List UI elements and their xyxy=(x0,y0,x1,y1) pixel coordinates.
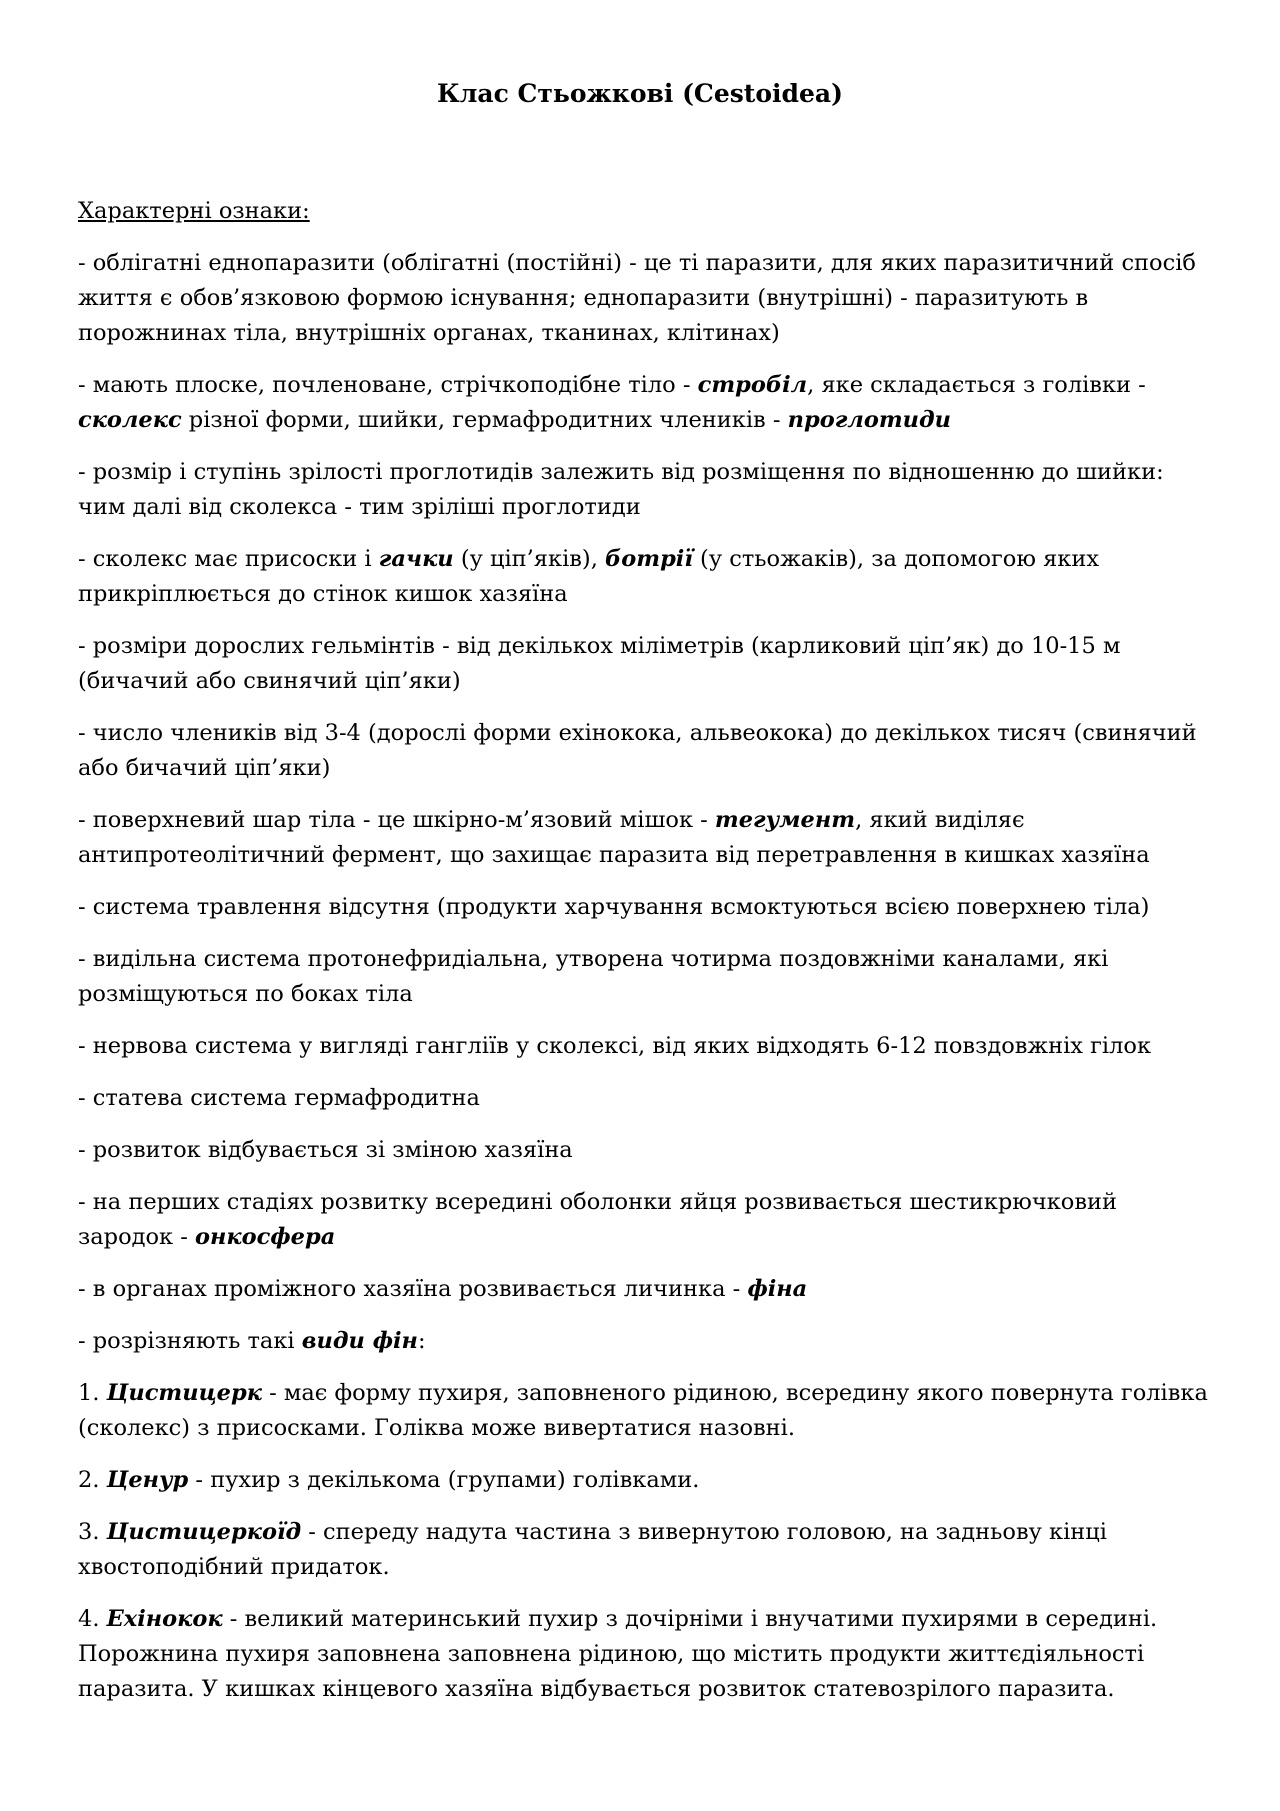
numbered-item-coenurus: 2. Ценур - пухир з декількома (групами) голівками. xyxy=(78,1467,700,1493)
term-hooks: гачки xyxy=(378,546,454,572)
list-item-segment-count: - число члеників від 3-4 (дорослі форми ехінокока, альвеокока) до декількох тисяч (свинячий або бичачий ціп’яки) xyxy=(78,720,1197,781)
numbered-item-echinococcus: 4. Ехінокок - великий материнський пухир з дочірніми і внучатими пухирями в середині. Порожнина пухиря заповнена заповнена рідиною, що містить продукти життєдіяльності паразита. У кишках кінцевого хазяїна відбувається розвиток статевозрілого паразита. xyxy=(78,1606,1158,1702)
term-cysticercus: Цистицерк xyxy=(106,1380,262,1406)
list-item-body-shape: - мають плоске, почленоване, стрічкоподібне тіло - стробіл, яке складається з голівки - сколекс різної форми, шийки, гермафродитних члеників - проглотиди xyxy=(78,372,1146,433)
list-item-larva-types: - розрізняють такі види фін: xyxy=(78,1328,426,1354)
list-item-obligate-parasites: - облігатні еднопаразити (облігатні (постійні) - це ті паразити, для яких паразитичний спосіб життя є обов’язковою формою існування; еднопаразити (внутрішні) - паразитують в порожнинах тіла, внутрішніх органах, тканинах, клітинах) xyxy=(78,250,1196,346)
list-item-host-change: - розвиток відбувається зі зміною хазяїна xyxy=(78,1137,573,1163)
numbered-item-cysticercus: 1. Цистицерк - має форму пухиря, заповненого рідиною, всередину якого повернута голівка (сколекс) з присосками. Голіква може вивертатися назовні. xyxy=(78,1380,1208,1441)
list-item-scolex-attachment: - сколекс має присоски і гачки (у ціп’яків), ботрії (у стьожаків), за допомогою яких прикріплюється до стінок кишок хазяїна xyxy=(78,546,1100,607)
section-heading: Характерні ознаки: xyxy=(78,198,310,224)
term-proglottids: проглотиди xyxy=(787,407,952,433)
list-item-digestive-system: - система травлення відсутня (продукти харчування всмоктуються всією поверхнею тіла) xyxy=(78,894,1150,920)
term-fina: фіна xyxy=(747,1276,808,1302)
term-echinococcus: Ехінокок xyxy=(106,1606,223,1632)
numbered-item-cysticercoid: 3. Цистицеркоїд - спереду надута частина з вивернутою головою, на задньову кінці хвостоподібний придаток. xyxy=(78,1519,1107,1580)
term-scolex: сколекс xyxy=(78,407,182,433)
term-cysticercoid: Цистицеркоїд xyxy=(106,1519,302,1545)
list-item-reproductive-system: - статева система гермафродитна xyxy=(78,1085,480,1111)
list-item-nervous-system: - нервова система у вигляді гангліїв у сколексі, від яких відходять 6-12 повздовжніх гілок xyxy=(78,1033,1152,1059)
term-bothria: ботрії xyxy=(605,546,693,572)
term-larva-types: види фін xyxy=(301,1328,418,1354)
list-item-proglottid-maturity: - розмір і ступінь зрілості проглотидів залежить від розміщення по відношенню до шийки: чим далі від сколекса - тим зріліші проглотиди xyxy=(78,459,1164,520)
list-item-oncosphere: - на перших стадіях розвитку всередині оболонки яйця розвивається шестикрючковий зародок - онкосфера xyxy=(78,1189,1117,1250)
list-item-adult-size: - розміри дорослих гельмінтів - від декількох міліметрів (карликовий ціп’як) до 10-15 м (бичачий або свинячий ціп’яки) xyxy=(78,633,1121,694)
term-oncosphere: онкосфера xyxy=(195,1224,336,1250)
list-item-larva: - в органах проміжного хазяїна розвивається личинка - фіна xyxy=(78,1276,808,1302)
list-item-excretory-system: - видільна система протонефридіальна, утворена чотирма поздовжніми каналами, які розміщуються по боках тіла xyxy=(78,946,1109,1007)
list-item-tegument: - поверхневий шар тіла - це шкірно-м’язовий мішок - тегумент, який виділяє антипротеолітичний фермент, що захищає паразита від перетравлення в кишках хазяїна xyxy=(78,807,1150,868)
term-strobila: стробіл xyxy=(697,372,808,398)
page-title: Клас Стьожкові (Cestoidea) xyxy=(437,79,843,108)
term-coenurus: Ценур xyxy=(106,1467,189,1493)
term-tegument: тегумент xyxy=(714,807,856,833)
document-body xyxy=(78,194,1208,1724)
